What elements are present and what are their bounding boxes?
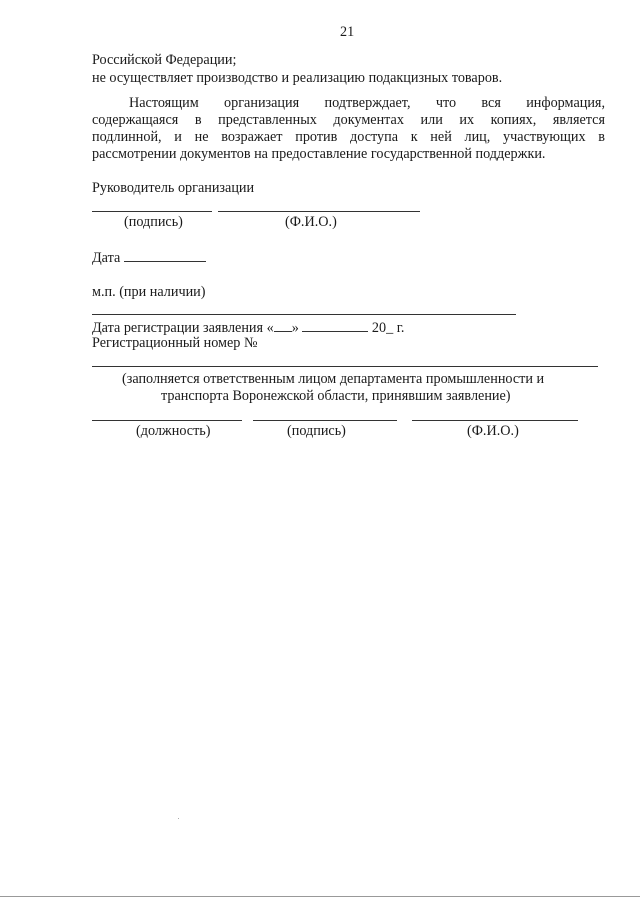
fio-line-2[interactable] (412, 420, 578, 421)
position-line[interactable] (92, 420, 242, 421)
paragraph-line-3: подлинной, и не возражает против доступа к ней лиц, участвующих в (92, 129, 605, 145)
signature-line-2[interactable] (253, 420, 397, 421)
scan-speck (178, 818, 179, 819)
signature-line[interactable] (92, 211, 212, 212)
signature-caption-2: (подпись) (287, 423, 346, 439)
page-number: 21 (340, 24, 355, 40)
head-label: Руководитель организации (92, 180, 255, 196)
position-caption: (должность) (136, 423, 211, 439)
signature-caption: (подпись) (124, 214, 183, 230)
date-label (92, 248, 206, 267)
registration-day-field[interactable] (274, 318, 292, 332)
note-line-2: транспорта Воронежской области, принявшим заявление) (161, 388, 511, 404)
text-line-2: не осуществляет производство и реализацию подакцизных товаров. (92, 70, 503, 86)
fio-caption-2: (Ф.И.О.) (467, 423, 519, 439)
note-line-1: (заполняется ответственным лицом департамента промышленности и (122, 371, 545, 387)
text-line-1: Российской Федерации; (92, 52, 237, 68)
date-field[interactable] (124, 248, 206, 262)
stamp-line[interactable] (92, 314, 516, 315)
registration-number-line[interactable] (92, 366, 598, 367)
registration-date-mid: » (291, 320, 299, 336)
registration-number-label: Регистрационный номер № (92, 335, 258, 351)
fio-line[interactable] (218, 211, 420, 212)
stamp-label: м.п. (при наличии) (92, 284, 206, 300)
paragraph-line-1: Настоящим организация подтверждает, что вся информация, (129, 95, 605, 111)
registration-month-field[interactable] (302, 318, 368, 332)
date-label-text: Дата (92, 250, 121, 266)
registration-date-prefix: Дата регистрации заявления « (92, 320, 274, 336)
paragraph-line-4: рассмотрении документов на предоставление государственной поддержки. (92, 146, 546, 162)
fio-caption: (Ф.И.О.) (285, 214, 337, 230)
paragraph-line-2: содержащаяся в представленных документах или их копиях, является (92, 112, 605, 128)
scan-edge-line (0, 896, 640, 897)
registration-date-suffix: 20_ г. (368, 320, 405, 336)
